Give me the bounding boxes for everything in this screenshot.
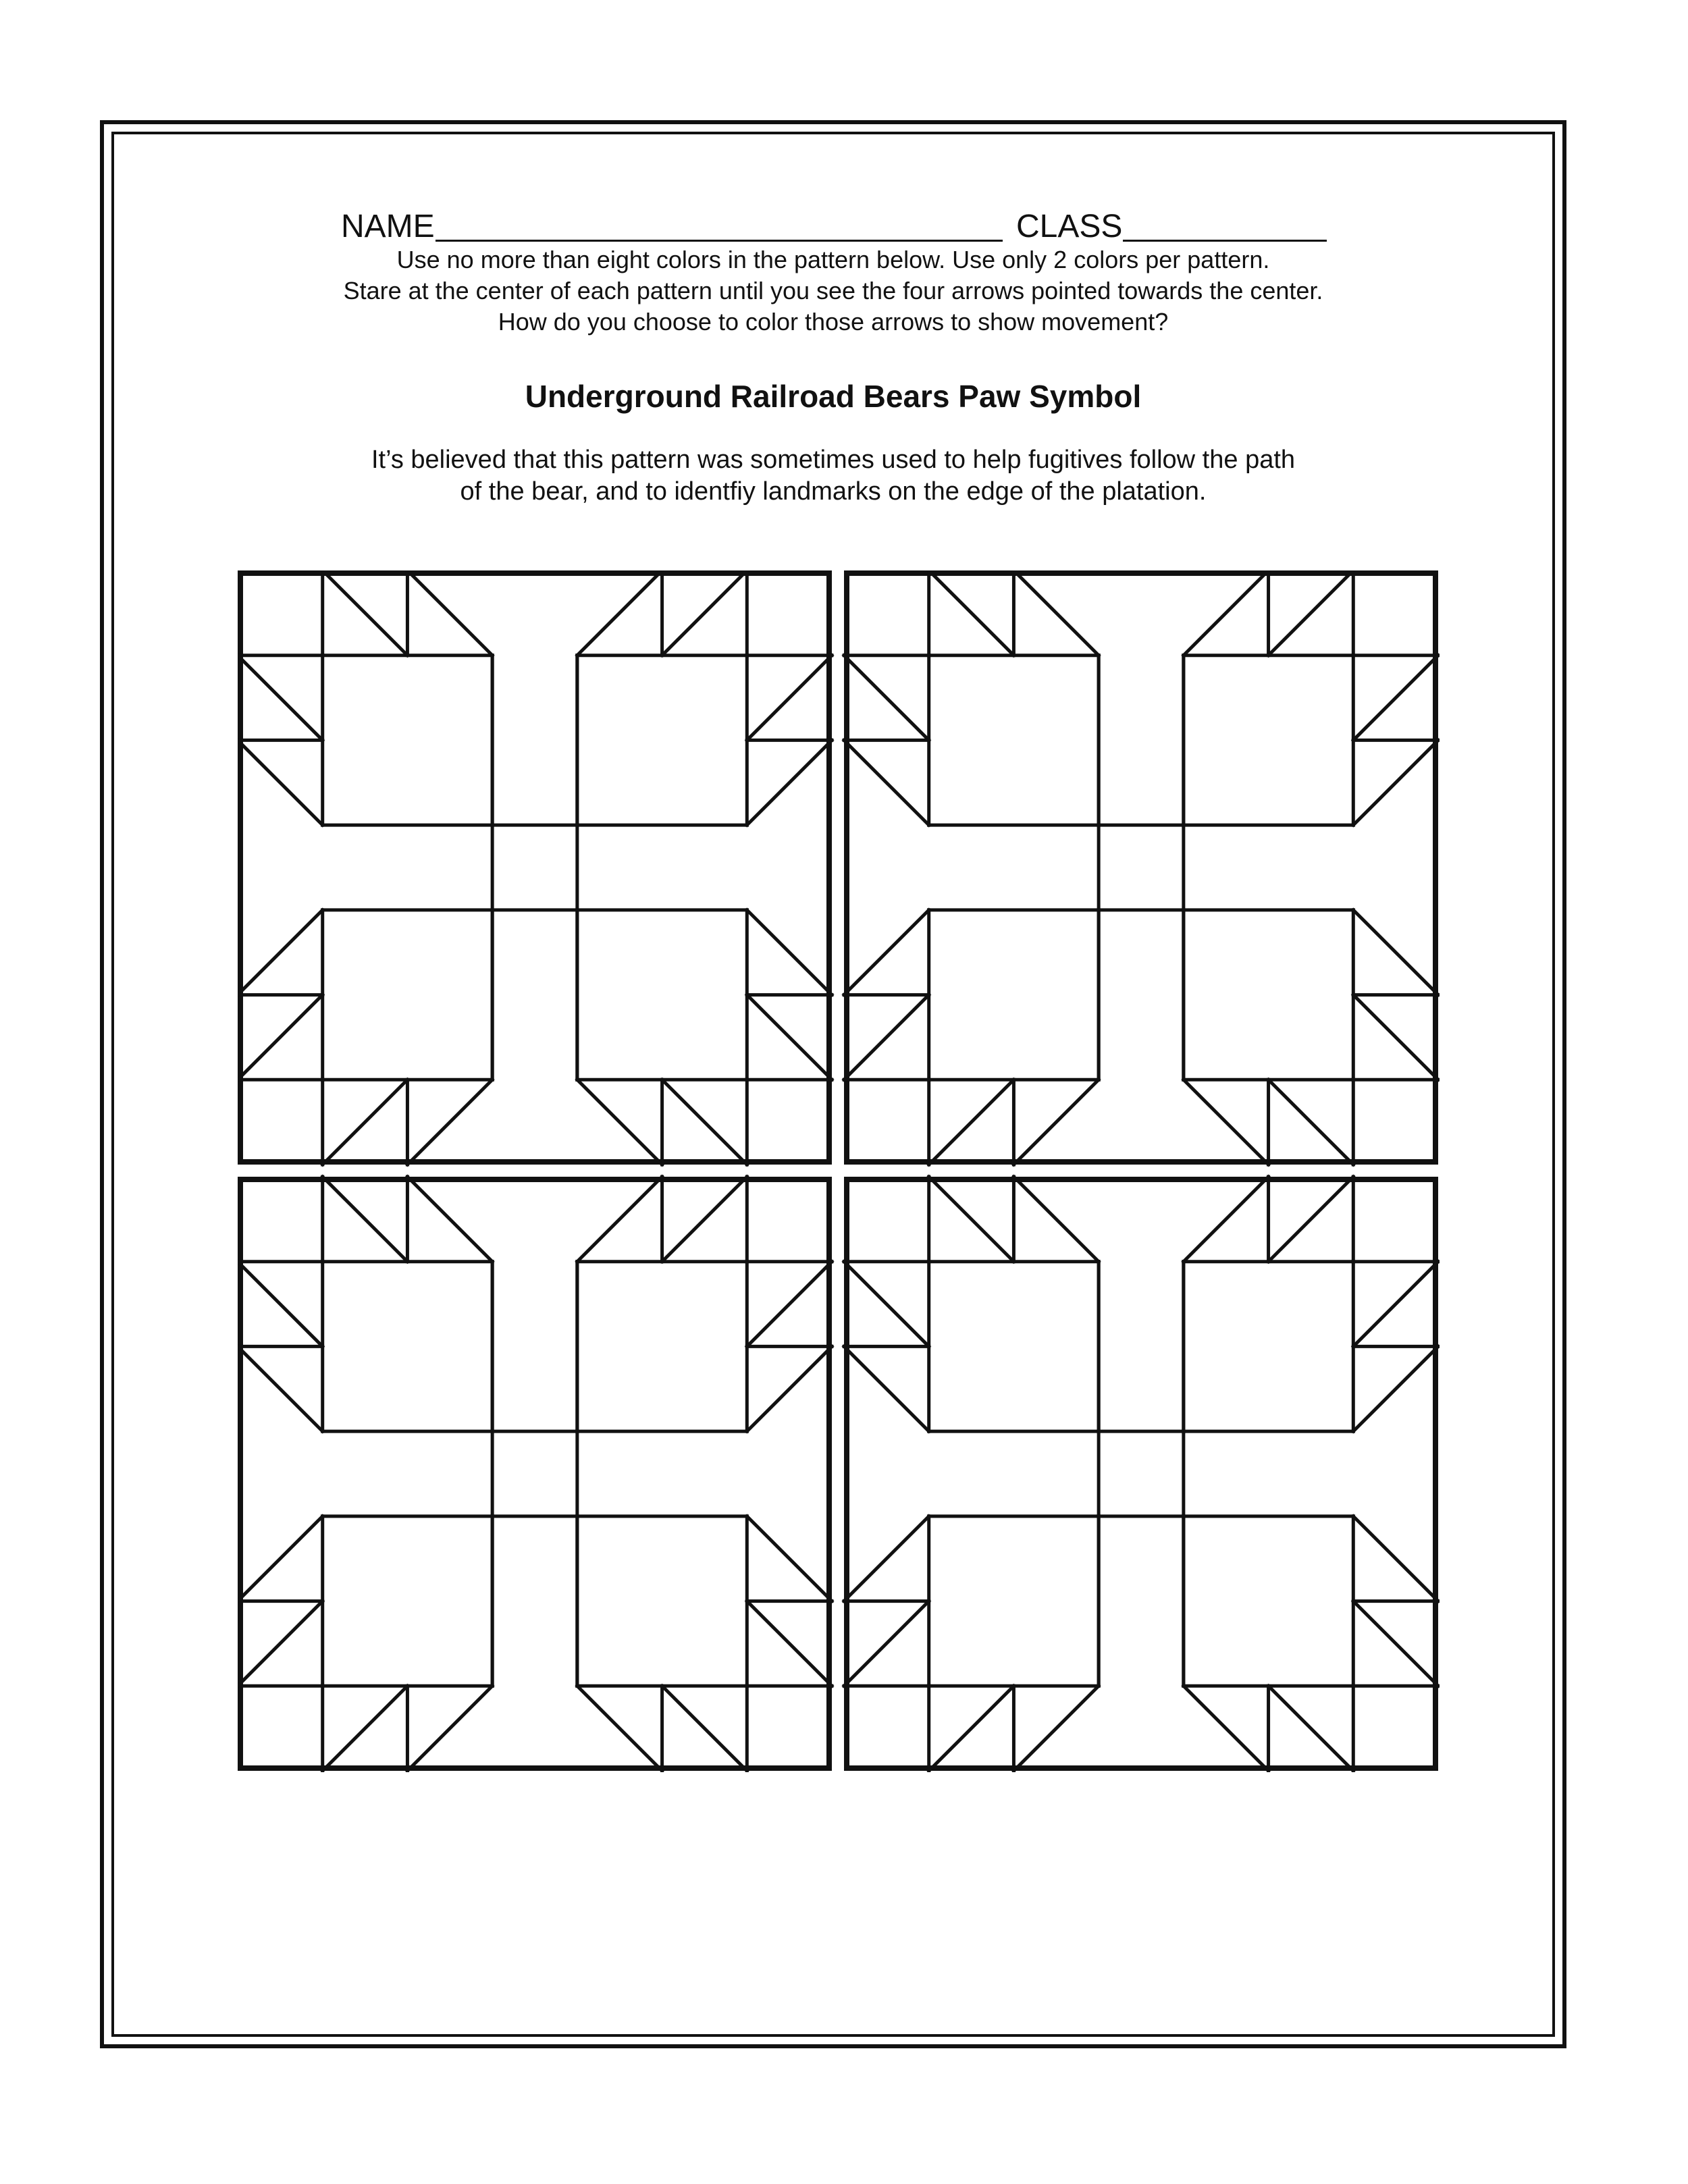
quilt-line [844,995,929,1080]
bear-paw [238,910,492,1165]
bear-paw [238,1516,492,1771]
quilt-line [1269,1080,1354,1165]
quilt-line [407,1686,492,1771]
quilt-line [1184,1177,1269,1262]
quilt-line [1353,1346,1438,1431]
quilt-line [238,1601,323,1686]
bear-paw [1184,910,1438,1165]
bear-paw [238,1177,492,1431]
quilt-line [577,1686,662,1771]
quilt-line [1184,1686,1269,1771]
quilt-line [323,1686,408,1771]
quilt-line [662,1177,747,1262]
instruction-line-1: Use no more than eight colors in the pattern below. Use only 2 colors per pattern. [396,246,1270,273]
quilt-line [1353,740,1438,825]
quilt-line [1353,1262,1438,1347]
quilt-line [1013,570,1099,656]
quilt-line [844,740,929,825]
quilt-line [1013,1686,1099,1771]
quilt-block-top-right [844,570,1438,1165]
quilt-line [1353,656,1438,741]
quilt-line [1013,1080,1099,1165]
block-border [847,573,1435,1162]
quilt-line [1269,570,1354,656]
quilt-line [662,570,747,656]
quilt-line [747,740,832,825]
quilt-line [407,1080,492,1165]
quilt-line [747,1262,832,1347]
quilt-block-top-left [238,570,832,1165]
block-border [240,1179,829,1768]
quilt-line [323,1080,408,1165]
quilt-line [844,1346,929,1431]
bear-paw [844,570,1099,825]
quilt-line [577,1080,662,1165]
quilt-block-bottom-left [238,1177,832,1771]
block-border [847,1179,1435,1768]
quilt-line [747,910,832,995]
quilt-line [1353,1516,1438,1601]
quilt-line [929,570,1014,656]
quilt-line [844,910,929,995]
quilt-line [1269,1177,1354,1262]
class-label: CLASS [1016,209,1123,244]
quilt-line [238,995,323,1080]
quilt-line [747,1516,832,1601]
quilt-line [577,1177,662,1262]
bear-paw [238,570,492,825]
quilt-line [1184,570,1269,656]
quilt-line [662,1080,747,1165]
block-border [240,573,829,1162]
bear-paw [577,570,832,825]
quilt-line [929,1686,1014,1771]
quilt-line [844,656,929,741]
quilt-line [1353,995,1438,1080]
quilt-line [1353,910,1438,995]
quilt-line [747,995,832,1080]
quilt-line [844,1601,929,1686]
quilt-line [662,1686,747,1771]
quilt-line [238,1516,323,1601]
bear-paw [844,1516,1099,1771]
bear-paw [1184,570,1438,825]
quilt-line [323,1177,408,1262]
quilt-line [1353,1601,1438,1686]
quilt-line [929,1080,1014,1165]
quilt-block-bottom-right [844,1177,1438,1771]
quilt-line [407,570,492,656]
name-label: NAME [341,209,435,244]
description-line-2: of the bear, and to identfiy landmarks on the edge of the platation. [460,477,1207,506]
class-blank[interactable] [1123,240,1327,242]
instruction-line-2: Stare at the center of each pattern until you see the four arrows pointed towards the center. [343,277,1323,304]
quilt-line [747,656,832,741]
bears-paw-quilt [238,570,1440,1772]
quilt-line [238,740,323,825]
quilt-line [929,1177,1014,1262]
quilt-line [747,1346,832,1431]
instruction-line-3: How do you choose to color those arrows to show movement? [498,308,1169,336]
name-class-fields [341,203,1327,243]
quilt-line [844,1516,929,1601]
quilt-line [1269,1686,1354,1771]
bear-paw [577,910,832,1165]
quilt-line [577,570,662,656]
quilt-line [1184,1080,1269,1165]
quilt-line [747,1601,832,1686]
quilt-line [238,910,323,995]
quilt-line [238,1346,323,1431]
bear-paw [577,1516,832,1771]
quilt-line [323,570,408,656]
bear-paw [1184,1177,1438,1431]
bear-paw [1184,1516,1438,1771]
bear-paw [577,1177,832,1431]
quilt-line [238,656,323,741]
bear-paw [844,1177,1099,1431]
description [111,444,1555,508]
bear-paw [844,910,1099,1165]
name-blank[interactable] [436,240,1003,242]
quilt-line [238,1262,323,1347]
description-line-1: It’s believed that this pattern was sometimes used to help fugitives follow the path [371,446,1296,474]
quilt-line [1013,1177,1099,1262]
instructions [111,244,1555,338]
page-title: Underground Railroad Bears Paw Symbol [525,379,1142,414]
quilt-line [844,1262,929,1347]
quilt-line [407,1177,492,1262]
